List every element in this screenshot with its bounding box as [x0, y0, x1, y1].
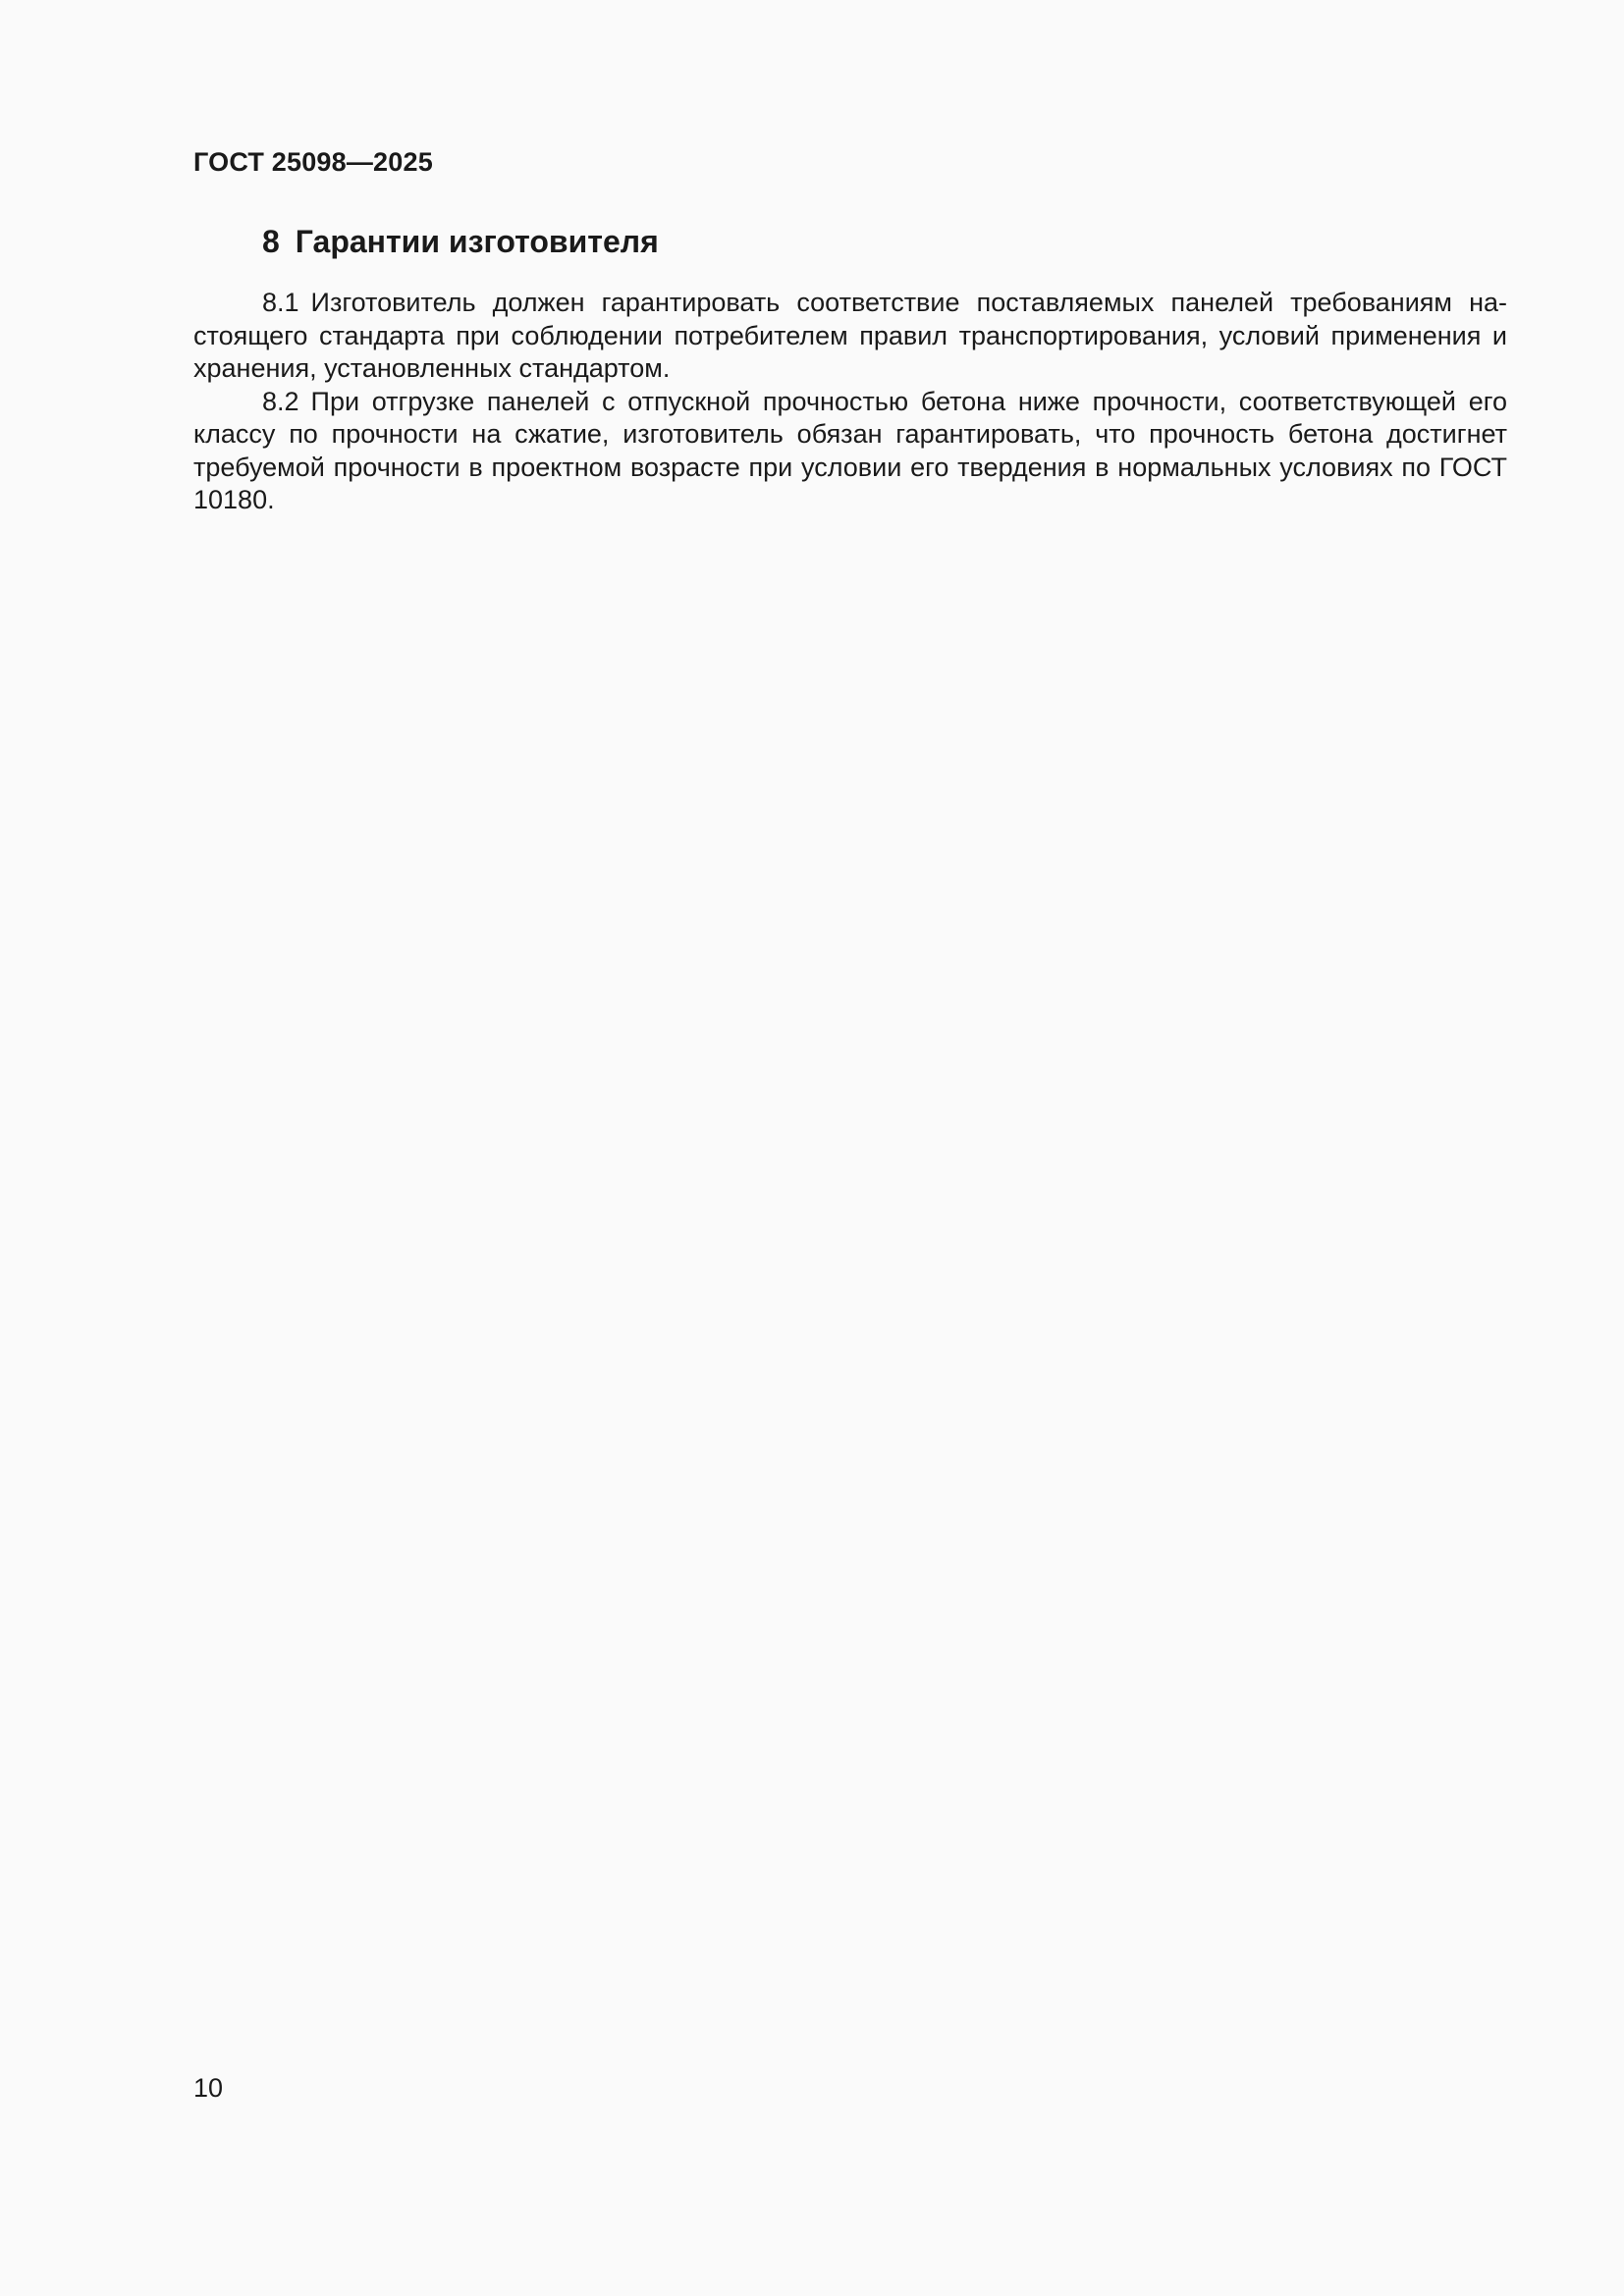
paragraph-number: 8.2 [262, 386, 299, 416]
section-8 [193, 220, 1507, 517]
paragraph-text: При отгрузке панелей с отпускной прочностью бетона ниже прочности, соответствующей его классу по прочности на сжатие, изготовитель обязан гарантировать, что прочность бетона достигнет требуемой прочности в проектном возрасте при условии его твердения в нормальных условиях по ГОСТ 10180. [193, 386, 1507, 514]
section-number: 8 [262, 224, 280, 259]
paragraph-8-2 [193, 386, 1507, 517]
section-heading [262, 220, 1507, 263]
document-code-header: ГОСТ 25098—2025 [193, 147, 433, 177]
paragraph-text: Изготовитель должен гарантировать соответствие поставляемых панелей требованиям настоящего стандарта при соблюдении потребителем правил транспортирования, условий применения и хранения, установленных стандартом. [193, 288, 1507, 383]
paragraph-8-1 [193, 287, 1507, 386]
paragraph-number: 8.1 [262, 288, 299, 317]
section-title-text: Гарантии изготовителя [295, 224, 659, 259]
page-number: 10 [193, 2073, 224, 2103]
